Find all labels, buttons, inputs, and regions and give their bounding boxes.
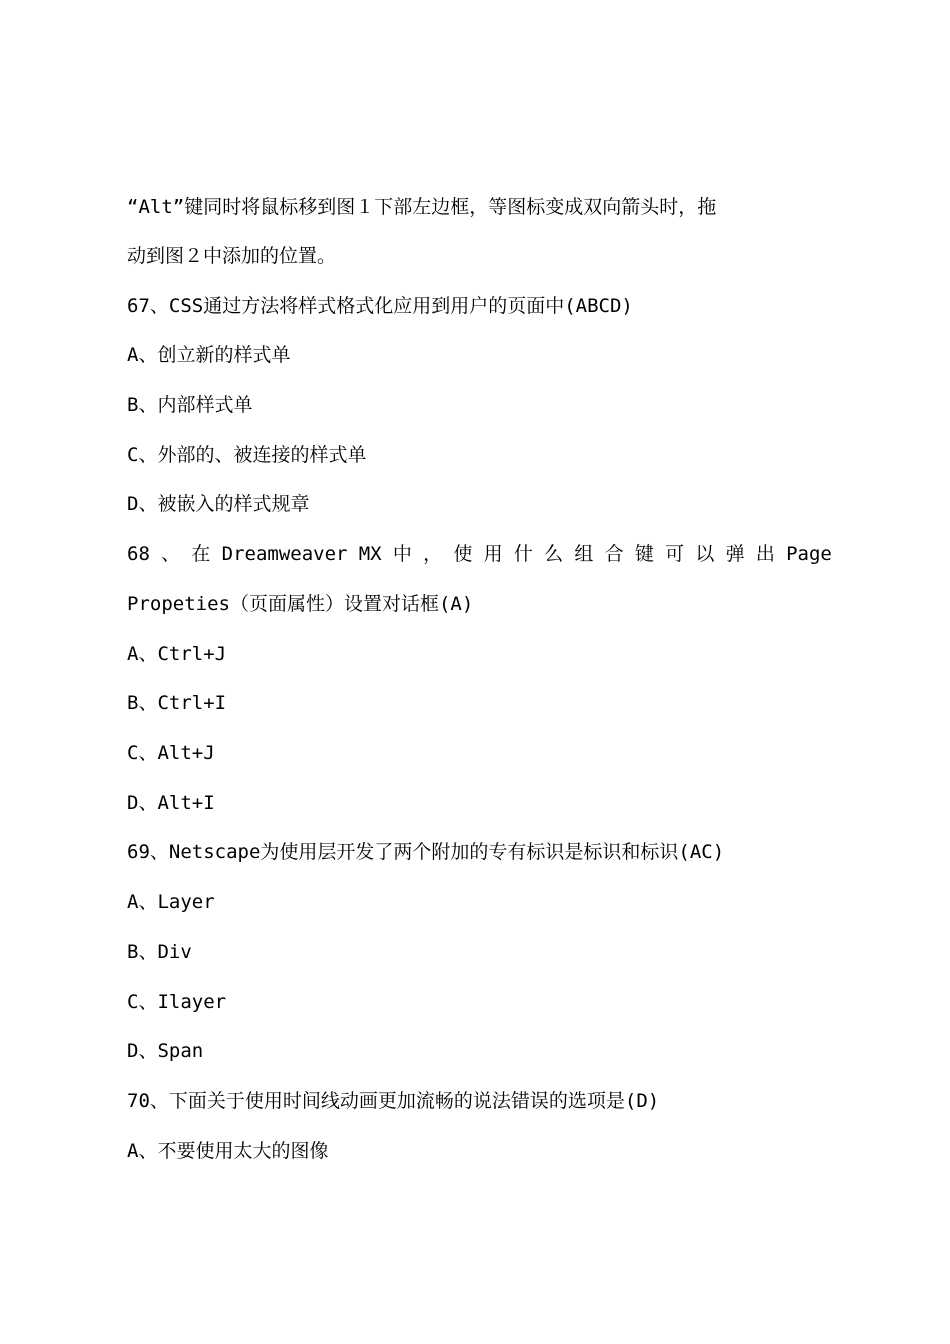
q68-token: 可 bbox=[665, 543, 685, 565]
q68-token: 组 bbox=[574, 543, 594, 565]
option-a: A、不要使用太大的图像 bbox=[127, 1140, 329, 1162]
q68-token: 68 bbox=[127, 543, 150, 565]
q68-token: 么 bbox=[544, 543, 564, 565]
q68-token: 在 bbox=[191, 543, 211, 565]
question-69: 69、Netscape为使用层开发了两个附加的专有标识是标识和标识(AC) bbox=[127, 841, 725, 863]
text-line: “Alt”键同时将鼠标移到图１下部左边框，等图标变成双向箭头时，拖 bbox=[127, 196, 717, 218]
option-d: D、Span bbox=[127, 1040, 204, 1062]
q68-token: 出 bbox=[755, 543, 775, 565]
q68-token: 用 bbox=[483, 543, 503, 565]
text-line: Propeties（页面属性）设置对话框(A) bbox=[127, 593, 474, 615]
option-a: A、Ctrl+J bbox=[127, 643, 227, 665]
q68-token: Dreamweaver bbox=[221, 543, 348, 565]
question-68 bbox=[127, 540, 832, 568]
q68-token: ， bbox=[423, 543, 443, 565]
q68-token: 弹 bbox=[725, 543, 745, 565]
q68-token: 键 bbox=[634, 543, 654, 565]
q68-token: MX bbox=[358, 543, 382, 565]
option-c: C、Alt+J bbox=[127, 742, 215, 764]
option-c: C、Ilayer bbox=[127, 991, 227, 1013]
q68-token: Page bbox=[786, 543, 832, 565]
q68-token: 中 bbox=[392, 543, 412, 565]
option-b: B、Div bbox=[127, 941, 192, 963]
text-line: 动到图２中添加的位置。 bbox=[127, 245, 337, 267]
option-c: C、外部的、被连接的样式单 bbox=[127, 444, 367, 466]
q68-token: 合 bbox=[604, 543, 624, 565]
option-d: D、Alt+I bbox=[127, 792, 215, 814]
option-a: A、创立新的样式单 bbox=[127, 344, 291, 366]
q68-token: 使 bbox=[453, 543, 473, 565]
question-67: 67、CSS通过方法将样式格式化应用到用户的页面中(ABCD) bbox=[127, 295, 633, 317]
option-a: A、Layer bbox=[127, 891, 215, 913]
question-70: 70、下面关于使用时间线动画更加流畅的说法错误的选项是(D) bbox=[127, 1090, 660, 1112]
option-d: D、被嵌入的样式规章 bbox=[127, 493, 310, 515]
q68-token: 、 bbox=[161, 543, 181, 565]
option-b: B、内部样式单 bbox=[127, 394, 253, 416]
option-b: B、Ctrl+I bbox=[127, 692, 227, 714]
q68-token: 以 bbox=[695, 543, 715, 565]
q68-token: 什 bbox=[513, 543, 533, 565]
